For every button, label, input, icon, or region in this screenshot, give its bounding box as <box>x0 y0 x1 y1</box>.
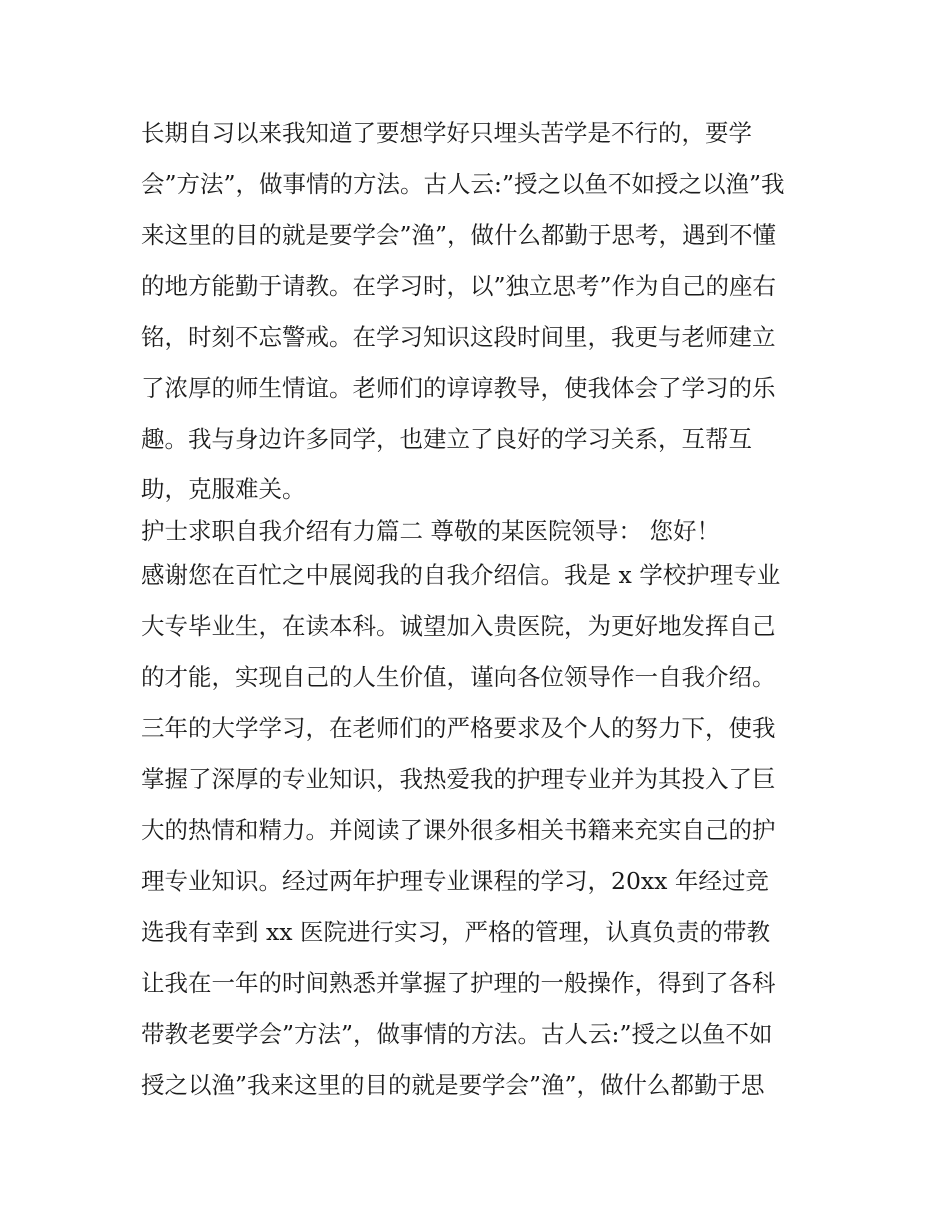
paragraph-1-line: 长期自习以来我知道了要想学好只埋头苦学是不行的，要学 <box>141 119 752 147</box>
paragraph-2-line: 授之以渔”我来这里的目的就是要学会”渔”，做什么都勤于思 <box>141 1071 765 1099</box>
paragraph-2-line: 理专业知识。经过两年护理专业课程的学习，20xx 年经过竞 <box>141 867 769 895</box>
paragraph-1-line: 会”方法”，做事情的方法。古人云:”授之以鱼不如授之以渔”我 <box>141 170 785 198</box>
paragraph-1-line: 助，克服难关。 <box>141 475 306 503</box>
paragraph-1-line: 趣。我与身边许多同学，也建立了良好的学习关系，互帮互 <box>141 425 752 453</box>
paragraph-1-line: 了浓厚的师生情谊。老师们的谆谆教导，使我体会了学习的乐 <box>141 374 776 402</box>
paragraph-1-line: 来这里的目的就是要学会”渔”，做什么都勤于思考，遇到不懂 <box>141 221 777 249</box>
paragraph-1-line: 铭，时刻不忘警戒。在学习知识这段时间里，我更与老师建立 <box>141 323 776 351</box>
paragraph-2-line: 感谢您在百忙之中展阅我的自我介绍信。我是 x 学校护理专业 <box>141 561 781 589</box>
paragraph-2-line: 选我有幸到 xx 医院进行实习，严格的管理，认真负责的带教 <box>141 918 770 946</box>
paragraph-2-line: 大专毕业生，在读本科。诚望加入贵医院，为更好地发挥自己 <box>141 612 776 640</box>
paragraph-2-line: 掌握了深厚的专业知识，我热爱我的护理专业并为其投入了巨 <box>141 765 776 793</box>
paragraph-2-line: 的才能，实现自己的人生价值，谨向各位领导作一自我介绍。 <box>141 663 776 691</box>
section-heading: 护士求职自我介绍有力篇二 尊敬的某医院领导： 您好！ <box>141 517 720 545</box>
paragraph-2-line: 三年的大学学习，在老师们的严格要求及个人的努力下，使我 <box>141 714 776 742</box>
paragraph-1-line: 的地方能勤于请教。在学习时，以”独立思考”作为自己的座右 <box>141 272 777 300</box>
paragraph-2-line: 大的热情和精力。并阅读了课外很多相关书籍来充实自己的护 <box>141 816 776 844</box>
paragraph-2-line: 带教老要学会”方法”，做事情的方法。古人云:”授之以鱼不如 <box>141 1020 773 1048</box>
paragraph-2-line: 让我在一年的时间熟悉并掌握了护理的一般操作，得到了各科 <box>141 969 776 997</box>
document-body <box>141 108 821 1111</box>
